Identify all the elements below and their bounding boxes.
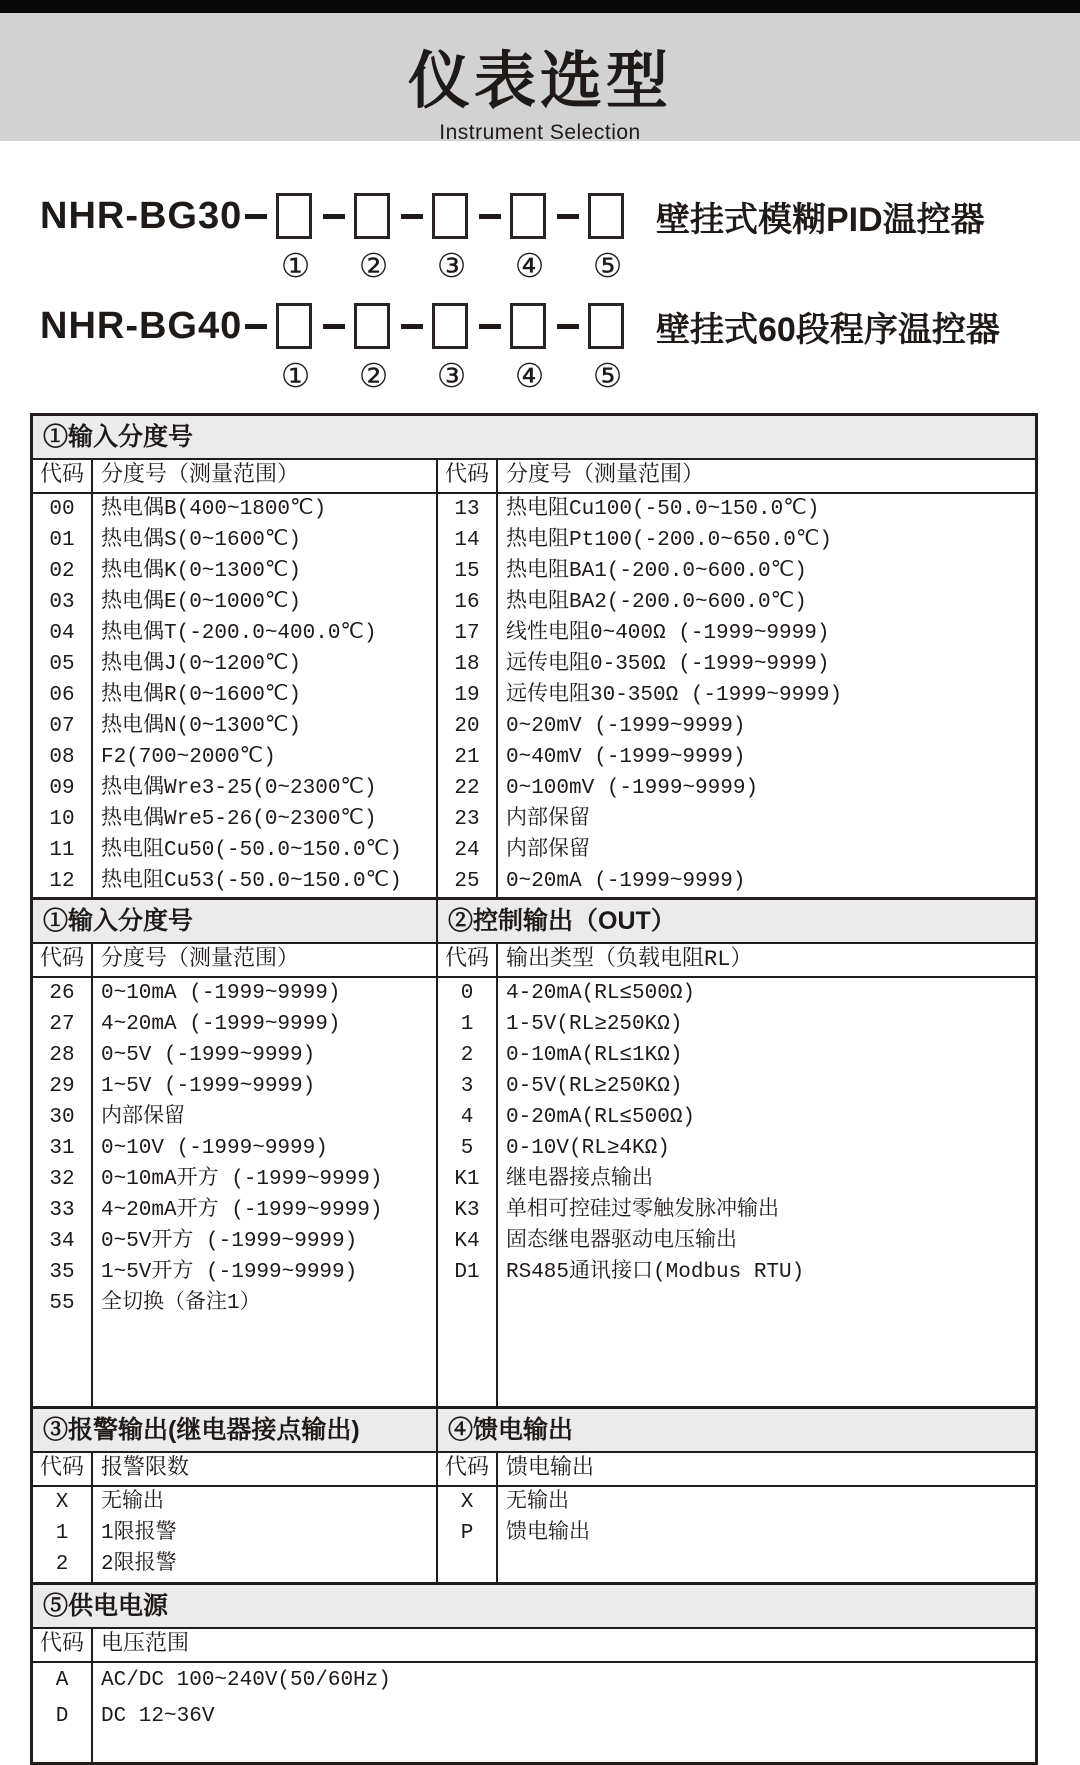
desc-cell: 热电偶S(0~1600℃) bbox=[101, 529, 302, 552]
model-box bbox=[432, 193, 468, 239]
code-cell: 25 bbox=[454, 870, 480, 893]
model-box bbox=[510, 193, 546, 239]
model-box bbox=[276, 303, 312, 349]
dash bbox=[245, 214, 267, 219]
desc-cell: 热电偶K(0~1300℃) bbox=[101, 560, 302, 583]
code-cell: 02 bbox=[49, 560, 75, 583]
model-box bbox=[510, 303, 546, 349]
code-cell: 00 bbox=[49, 498, 75, 521]
position-circle-5: ⑤ bbox=[592, 356, 623, 395]
code-cell: 05 bbox=[49, 653, 75, 676]
code-column bbox=[33, 978, 93, 1406]
input-graduation-left bbox=[33, 460, 438, 897]
desc-cell: 0-5V(RL≥250KΩ) bbox=[506, 1075, 683, 1098]
desc-cell: 内部保留 bbox=[506, 839, 590, 862]
code-cell: K3 bbox=[454, 1199, 480, 1222]
desc-cell: F2(700~2000℃) bbox=[101, 746, 276, 769]
code-cell: P bbox=[460, 1522, 474, 1545]
code-cell: 23 bbox=[454, 808, 480, 831]
code-cell: 16 bbox=[454, 591, 480, 614]
top-divider-bar bbox=[0, 0, 1080, 13]
column-header-code: 代码 bbox=[438, 460, 498, 492]
position-circle-3: ③ bbox=[436, 246, 467, 285]
code-cell: 30 bbox=[49, 1106, 75, 1129]
position-markers bbox=[240, 247, 1080, 287]
desc-cell: 4~20mA (-1999~9999) bbox=[101, 1013, 341, 1036]
code-cell: 06 bbox=[49, 684, 75, 707]
position-circle-2: ② bbox=[358, 246, 389, 285]
code-cell: 20 bbox=[454, 715, 480, 738]
desc-cell: 0~100mV (-1999~9999) bbox=[506, 777, 759, 800]
code-cell: 31 bbox=[49, 1137, 75, 1160]
code-cell: 1 bbox=[55, 1522, 69, 1545]
section-input-graduation bbox=[33, 416, 1035, 897]
code-column bbox=[438, 494, 498, 897]
desc-cell: 热电阻BA1(-200.0~600.0℃) bbox=[506, 560, 807, 583]
code-cell: 26 bbox=[49, 982, 75, 1005]
code-column bbox=[33, 1487, 93, 1582]
model-diagram-bg40 bbox=[40, 297, 1080, 397]
desc-cell: 热电偶J(0~1200℃) bbox=[101, 653, 302, 676]
column-header-code: 代码 bbox=[438, 944, 498, 976]
desc-cell: 2限报警 bbox=[101, 1553, 177, 1576]
page-subtitle: Instrument Selection bbox=[439, 121, 641, 144]
dash bbox=[557, 324, 579, 329]
model-box bbox=[354, 193, 390, 239]
power-supply bbox=[33, 1629, 1035, 1762]
section-input-cont-and-control-output bbox=[33, 897, 1035, 1406]
column-header-code: 代码 bbox=[33, 944, 93, 976]
desc-cell: 热电阻Cu50(-50.0~150.0℃) bbox=[101, 839, 402, 862]
code-cell: 04 bbox=[49, 622, 75, 645]
desc-cell: 热电阻Cu53(-50.0~150.0℃) bbox=[101, 870, 402, 893]
code-cell: 19 bbox=[454, 684, 480, 707]
desc-cell: 热电阻Cu100(-50.0~150.0℃) bbox=[506, 498, 820, 521]
code-column bbox=[33, 1663, 93, 1762]
column-header-desc: 电压范围 bbox=[101, 1632, 190, 1657]
section-power-supply bbox=[33, 1582, 1035, 1762]
code-cell: 22 bbox=[454, 777, 480, 800]
desc-cell: 远传电阻0-350Ω (-1999~9999) bbox=[506, 653, 830, 676]
code-cell: 13 bbox=[454, 498, 480, 521]
model-diagram-bg30 bbox=[40, 187, 1080, 287]
desc-column bbox=[498, 494, 1035, 897]
code-cell: 21 bbox=[454, 746, 480, 769]
desc-cell: 热电偶Wre5-26(0~2300℃) bbox=[101, 808, 377, 831]
alarm-output bbox=[33, 1453, 438, 1582]
code-cell: 32 bbox=[49, 1168, 75, 1191]
code-column bbox=[438, 978, 498, 1406]
section-title: ⑤供电电源 bbox=[43, 1592, 169, 1620]
code-cell: K4 bbox=[454, 1230, 480, 1253]
column-header-desc: 输出类型（负载电阻RL） bbox=[506, 947, 753, 972]
section-title: ①输入分度号 bbox=[33, 900, 438, 942]
position-circle-3: ③ bbox=[436, 356, 467, 395]
page-title: 仪表选型 bbox=[407, 47, 672, 116]
desc-cell: 热电偶Wre3-25(0~2300℃) bbox=[101, 777, 377, 800]
code-cell: 4 bbox=[460, 1106, 474, 1129]
column-header-desc: 馈电输出 bbox=[506, 1456, 595, 1481]
code-cell: 12 bbox=[49, 870, 75, 893]
desc-cell: 内部保留 bbox=[101, 1106, 185, 1129]
desc-cell: 全切换（备注1） bbox=[101, 1292, 261, 1315]
model-box bbox=[276, 193, 312, 239]
code-cell: 3 bbox=[460, 1075, 474, 1098]
code-cell: 17 bbox=[454, 622, 480, 645]
code-cell: 2 bbox=[55, 1553, 69, 1576]
code-cell: 18 bbox=[454, 653, 480, 676]
section-title: ④馈电输出 bbox=[448, 1416, 574, 1444]
code-cell: 14 bbox=[454, 529, 480, 552]
column-header-code: 代码 bbox=[33, 460, 93, 492]
desc-cell: 固态继电器驱动电压输出 bbox=[506, 1230, 737, 1253]
position-circle-2: ② bbox=[358, 356, 389, 395]
code-cell: K1 bbox=[454, 1168, 480, 1191]
desc-cell: 馈电输出 bbox=[506, 1522, 590, 1545]
desc-cell: 0~5V开方 (-1999~9999) bbox=[101, 1230, 358, 1253]
column-header-desc: 分度号（测量范围） bbox=[101, 463, 300, 488]
desc-cell: 热电偶N(0~1300℃) bbox=[101, 715, 302, 738]
column-header-desc: 报警限数 bbox=[101, 1456, 190, 1481]
column-header-code: 代码 bbox=[438, 1453, 498, 1485]
dash bbox=[479, 214, 501, 219]
code-cell: 34 bbox=[49, 1230, 75, 1253]
code-cell: 35 bbox=[49, 1261, 75, 1284]
desc-cell: 热电阻BA2(-200.0~600.0℃) bbox=[506, 591, 807, 614]
feed-output bbox=[438, 1453, 1035, 1582]
code-cell: 09 bbox=[49, 777, 75, 800]
code-cell: D bbox=[55, 1705, 69, 1728]
desc-cell: 0~20mA (-1999~9999) bbox=[506, 870, 746, 893]
desc-cell: 0-10mA(RL≤1KΩ) bbox=[506, 1044, 683, 1067]
dash bbox=[401, 324, 423, 329]
desc-column bbox=[93, 1487, 436, 1582]
model-box bbox=[354, 303, 390, 349]
position-circle-4: ④ bbox=[514, 246, 545, 285]
position-circle-4: ④ bbox=[514, 356, 545, 395]
dash bbox=[479, 324, 501, 329]
desc-cell: 0-10V(RL≥4KΩ) bbox=[506, 1137, 670, 1160]
section-title: ①输入分度号 bbox=[43, 423, 194, 451]
desc-cell: 无输出 bbox=[101, 1491, 164, 1514]
model-box bbox=[588, 193, 624, 239]
column-header-code: 代码 bbox=[33, 1629, 93, 1661]
input-graduation-cont bbox=[33, 944, 438, 1406]
column-header-desc: 分度号（测量范围） bbox=[101, 947, 300, 972]
column-header-code: 代码 bbox=[33, 1453, 93, 1485]
desc-cell: 热电阻Pt100(-200.0~650.0℃) bbox=[506, 529, 833, 552]
dash bbox=[245, 324, 267, 329]
dash bbox=[323, 324, 345, 329]
desc-cell: 热电偶E(0~1000℃) bbox=[101, 591, 302, 614]
code-cell: 08 bbox=[49, 746, 75, 769]
code-cell: 5 bbox=[460, 1137, 474, 1160]
model-box bbox=[588, 303, 624, 349]
desc-cell: 单相可控硅过零触发脉冲输出 bbox=[506, 1199, 779, 1222]
desc-cell: RS485通讯接口(Modbus RTU) bbox=[506, 1261, 805, 1284]
desc-cell: 1~5V (-1999~9999) bbox=[101, 1075, 316, 1098]
desc-cell: 4-20mA(RL≤500Ω) bbox=[506, 982, 696, 1005]
code-cell: X bbox=[460, 1491, 474, 1514]
code-cell: 33 bbox=[49, 1199, 75, 1222]
desc-cell: DC 12~36V bbox=[101, 1705, 215, 1728]
desc-cell: 4~20mA开方 (-1999~9999) bbox=[101, 1199, 383, 1222]
code-cell: 07 bbox=[49, 715, 75, 738]
code-cell: 27 bbox=[49, 1013, 75, 1036]
desc-cell: 0~40mV (-1999~9999) bbox=[506, 746, 746, 769]
desc-cell: AC/DC 100~240V(50/60Hz) bbox=[101, 1669, 391, 1692]
desc-cell: 1~5V开方 (-1999~9999) bbox=[101, 1261, 358, 1284]
desc-column bbox=[93, 494, 436, 897]
desc-cell: 热电偶R(0~1600℃) bbox=[101, 684, 302, 707]
code-cell: 0 bbox=[460, 982, 474, 1005]
title-band bbox=[0, 13, 1080, 144]
desc-column bbox=[93, 1663, 1035, 1762]
section-alarm-and-feed-output bbox=[33, 1406, 1035, 1582]
desc-cell: 0-20mA(RL≤500Ω) bbox=[506, 1106, 696, 1129]
desc-cell: 继电器接点输出 bbox=[506, 1168, 653, 1191]
column-header-desc: 分度号（测量范围） bbox=[506, 463, 705, 488]
desc-cell: 远传电阻30-350Ω (-1999~9999) bbox=[506, 684, 843, 707]
model-code-diagrams bbox=[0, 141, 1080, 397]
selection-table bbox=[30, 413, 1038, 1765]
position-markers bbox=[240, 357, 1080, 397]
code-cell: 29 bbox=[49, 1075, 75, 1098]
dash bbox=[557, 214, 579, 219]
code-cell: 1 bbox=[460, 1013, 474, 1036]
dash bbox=[401, 214, 423, 219]
section-title: ②控制输出（OUT） bbox=[448, 907, 676, 935]
code-cell: 55 bbox=[49, 1292, 75, 1315]
code-column bbox=[438, 1487, 498, 1582]
desc-cell: 0~10mA开方 (-1999~9999) bbox=[101, 1168, 383, 1191]
code-cell: 03 bbox=[49, 591, 75, 614]
desc-cell: 0~5V (-1999~9999) bbox=[101, 1044, 316, 1067]
desc-column bbox=[93, 978, 436, 1406]
position-circle-1: ① bbox=[280, 356, 311, 395]
input-graduation-right bbox=[438, 460, 1035, 897]
dash bbox=[323, 214, 345, 219]
desc-cell: 无输出 bbox=[506, 1491, 569, 1514]
position-circle-1: ① bbox=[280, 246, 311, 285]
code-cell: 15 bbox=[454, 560, 480, 583]
code-cell: 11 bbox=[49, 839, 75, 862]
code-cell: 28 bbox=[49, 1044, 75, 1067]
desc-cell: 热电偶T(-200.0~400.0℃) bbox=[101, 622, 377, 645]
desc-cell: 内部保留 bbox=[506, 808, 590, 831]
desc-cell: 热电偶B(400~1800℃) bbox=[101, 498, 327, 521]
desc-column bbox=[498, 1487, 1035, 1582]
desc-cell: 线性电阻0~400Ω (-1999~9999) bbox=[506, 622, 830, 645]
control-output bbox=[438, 944, 1035, 1406]
model-description: 壁挂式60段程序温控器 bbox=[656, 310, 1000, 349]
code-cell: A bbox=[55, 1669, 69, 1692]
desc-cell: 1限报警 bbox=[101, 1522, 177, 1545]
code-cell: 2 bbox=[460, 1044, 474, 1067]
desc-cell: 0~20mV (-1999~9999) bbox=[506, 715, 746, 738]
code-cell: D1 bbox=[454, 1261, 480, 1284]
model-box bbox=[432, 303, 468, 349]
model-code: NHR-BG30 bbox=[40, 194, 243, 237]
model-description: 壁挂式模糊PID温控器 bbox=[656, 200, 985, 239]
code-cell: 01 bbox=[49, 529, 75, 552]
desc-cell: 1-5V(RL≥250KΩ) bbox=[506, 1013, 683, 1036]
code-column bbox=[33, 494, 93, 897]
desc-cell: 0~10V (-1999~9999) bbox=[101, 1137, 328, 1160]
desc-column bbox=[498, 978, 1035, 1406]
code-cell: X bbox=[55, 1491, 69, 1514]
position-circle-5: ⑤ bbox=[592, 246, 623, 285]
model-code: NHR-BG40 bbox=[40, 304, 243, 347]
code-cell: 10 bbox=[49, 808, 75, 831]
desc-cell: 0~10mA (-1999~9999) bbox=[101, 982, 341, 1005]
section-title: ③报警输出(继电器接点输出) bbox=[33, 1409, 438, 1451]
code-cell: 24 bbox=[454, 839, 480, 862]
